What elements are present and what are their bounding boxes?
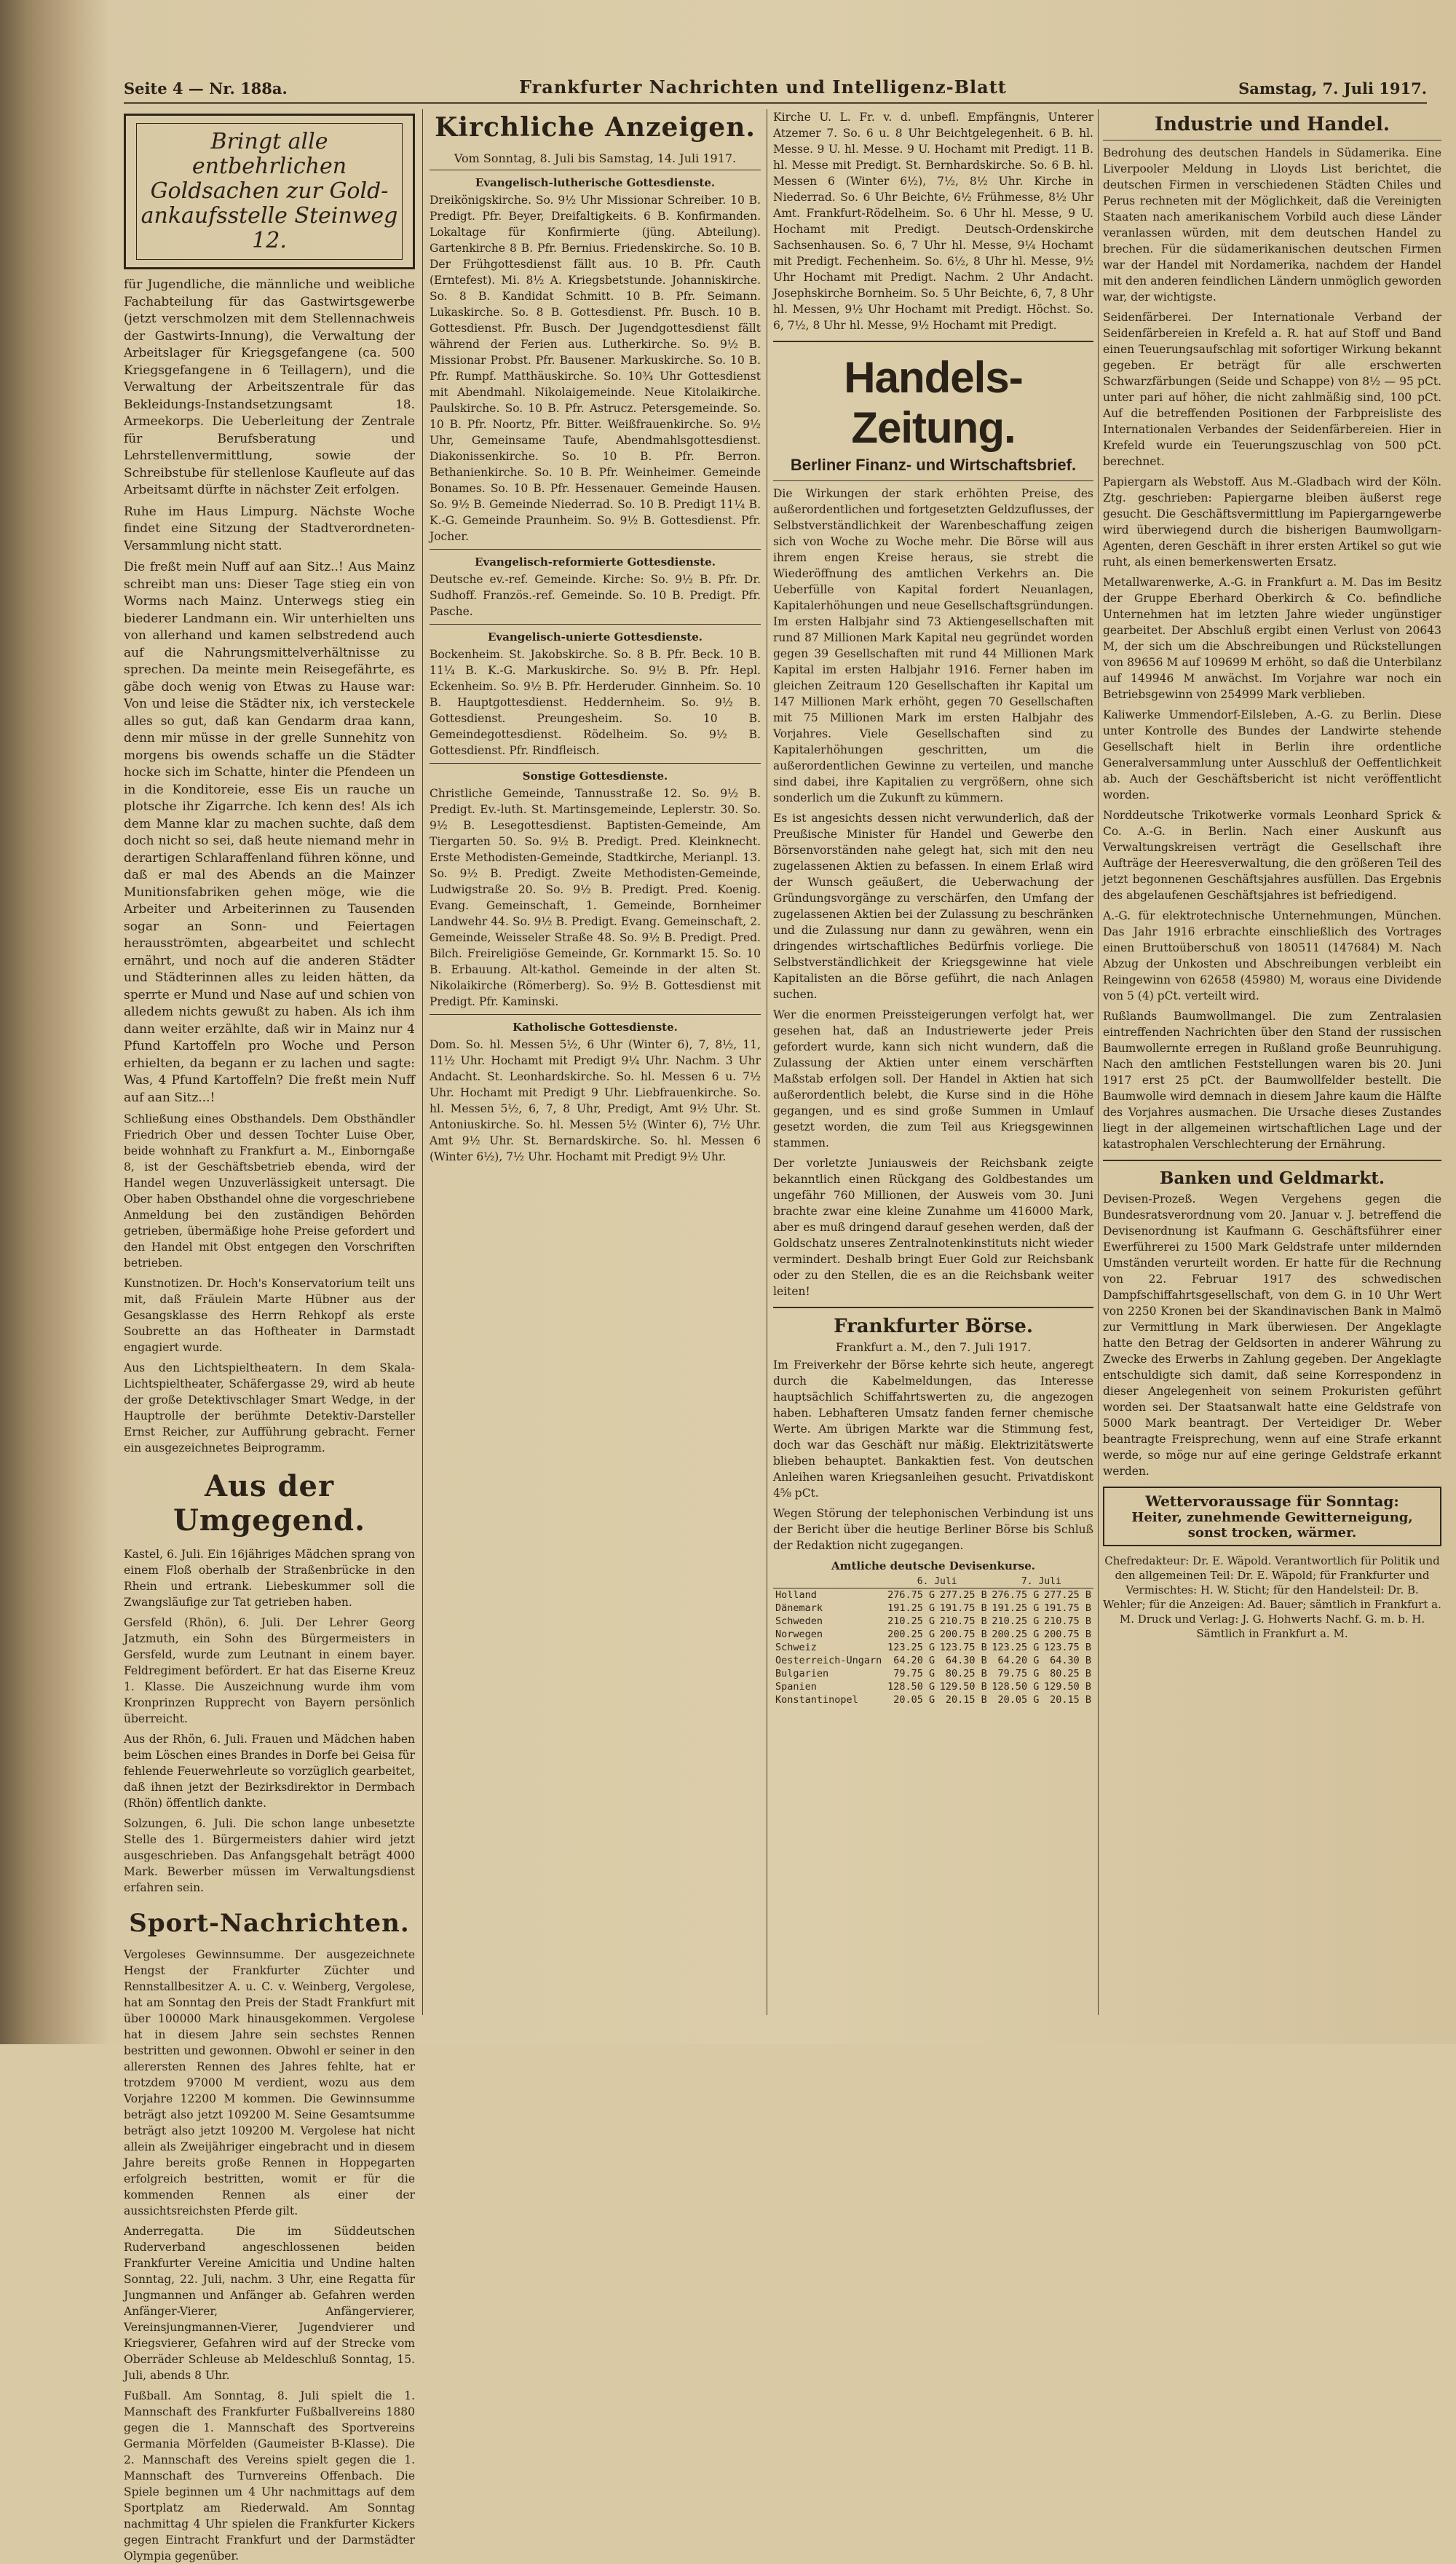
devisen-country: Schweiz	[775, 1642, 817, 1653]
divider	[1103, 140, 1441, 141]
article-devisenprozess: Devisen-Prozeß. Wegen Vergehens gegen die Bundesratsverordnung vom 20. Januar v. J. betreffend die Devisenordnung ist Kaufmann G. Geschäftsführer einer Ewerführerei zu 1500 Mark Geldstrafe unter mildernden Umständen verurteilt worden. Er hatte für die Rechnung von 22. Februar 1917 des schwedischen Dampfschiffahrtsgesellschaft, von dem G. in 10 Uhr Wert von 2250 Kronen bei der Skandinavischen Bank in Malmö zur Vermittlung in Mark überwiesen. Der Angeklagte hatte den Betrag der Geldsorten in anderer Währung zu Zwecke des Erwerbs in Zahlung gegeben. Der Angeklagte entschuldigte sich damit, daß seine Korrespondenz in dieser Angelegenheit von seinem Prokuristen geführt worden sei. Der Staatsanwalt hatte eine Geldstrafe von 5000 Mark beantragt. Der Verteidiger Dr. Weber beantragte Freisprechung, wenn auf eine Strafe erkannt werde, so möge nur auf eine geringe Geldstrafe erkannt werden.	[1103, 1192, 1441, 1478]
heading-devisenkurse: Amtliche deutsche Devisenkurse.	[831, 1559, 1036, 1572]
devisen-rate: 20.15 B	[1050, 1694, 1091, 1706]
devisen-body	[773, 1588, 1093, 1707]
weather-forecast: Heiter, zunehmende Gewitterneigung, sonst trocken, wärmer.	[1131, 1510, 1413, 1540]
article-metallwarenwerke: Metallwarenwerke, A.-G. in Frankfurt a. M. Das im Besitz der Gruppe Eberhard Oberkirch & Co. befindliche Unternehmen hat im letzten Jahre wieder ungünstiger gearbeitet. Der Abschluß ergibt einen Verlust von 20643 M, der sich um die Abschreibungen und Rückstellungen von 89656 M auf 109699 M erhöht, so daß die Unterbilanz auf 149946 M anwächst. Im Vorjahre war noch ein Betriebsgewinn von 254999 Mark verblieben.	[1103, 576, 1441, 701]
devisen-rate: 210.75 B	[939, 1615, 987, 1627]
section-reformiert: Evangelisch-reformierte Gottesdienste.	[475, 555, 716, 569]
devisen-rate: 191.75 B	[1043, 1602, 1091, 1614]
devisen-row	[773, 1588, 1093, 1602]
column-4	[1103, 109, 1441, 2030]
devisen-rate: 277.25 B	[939, 1589, 987, 1601]
devisen-rate: 276.75 G	[887, 1589, 935, 1601]
weather-box	[1103, 1487, 1441, 1546]
devisen-col-land	[773, 1575, 885, 1588]
devisen-row	[773, 1680, 1093, 1693]
section-sonstige: Sonstige Gottesdienste.	[522, 769, 668, 783]
heading-umgegend: Aus der Umgegend.	[173, 1469, 366, 1538]
section-katholisch: Katholische Gottesdienste.	[513, 1021, 678, 1034]
devisen-rate: 20.05 G	[893, 1694, 935, 1706]
devisen-col-date: 7. Juli	[989, 1575, 1093, 1588]
devisen-country: Dänemark	[775, 1602, 823, 1614]
devisen-country: Konstantinopel	[775, 1694, 858, 1706]
list-katholisch-continued: Kirche U. L. Fr. v. d. unbefl. Empfängnis, Unterer Atzemer 7. So. 6 u. 8 Uhr Beichtgelegenheit. 6 B. hl. Messe. 9 U. hl. Messe. 9 U. Hochamt mit Predigt. 11 B. hl. Messe mit Predigt. St. Bernhardskirche. So. 6 B. hl. Messen 6 (Winter 6½), 7½, 8½ Uhr. Kirche in Niederrad. So. 6 Uhr Beichte, 6½ Frühmesse, 8½ Uhr Amt. Frankfurt-Rödelheim. So. 6 Uhr hl. Messe, 9 U. Hochamt mit Predigt. Deutsch-Ordenskirche Sachsenhausen. So. 6, 7 Uhr hl. Messe, 9¼ Hochamt mit Predigt. Fechenheim. So. 6½, 8 Uhr hl. Messe, 9½ Uhr Hochamt mit Predigt. Nachm. 2 Uhr Andacht. Josephskirche Bornheim. So. 5 Uhr Beichte, 6, 7, 8 Uhr hl. Messen, 9½ Uhr Hochamt mit Predigt. Höchst. So. 6, 7½, 8 Uhr hl. Messe, 9½ Hochamt mit Predigt.	[773, 111, 1093, 332]
article-berliner-boerse: Wegen Störung der telephonischen Verbindung ist uns der Bericht über die heutige Berliner Börse bis Schluß der Redaktion nicht zugegangen.	[773, 1507, 1093, 1552]
devisen-rate: 128.50 G	[992, 1681, 1040, 1693]
heading-boerse: Frankfurter Börse.	[834, 1315, 1033, 1337]
article-baumwollmangel: Rußlands Baumwollmangel. Die zum Zentralasien eintreffenden Nachrichten über den Stand der russischen Baumwollernte erregen in Rußland große Beunruhigung. Nach den amtlichen Feststellungen waren bis 20. Juni 1917 erst 25 pCt. der Baumwollfelder bestellt. Die Baumwolle wird demnach in diesem Jahre kaum die Hälfte des Vorjahres ausmachen. Die Ursache dieses Zustandes liegt in der allgemeinen wirtschaftlichen Lage und der katastrophalen Verschlechterung der Ernährung.	[1103, 1010, 1441, 1151]
header-date: Samstag, 7. Juli 1917.	[1238, 79, 1427, 98]
devisen-rate: 191.25 G	[887, 1602, 935, 1614]
gold-advertisement	[124, 114, 415, 269]
column-1	[124, 109, 415, 2563]
devisen-rate: 191.75 B	[939, 1602, 987, 1614]
devisen-rate: 200.25 G	[992, 1629, 1040, 1640]
page-header	[124, 73, 1427, 104]
devisen-rate: 123.25 G	[992, 1642, 1040, 1653]
article-papiergarn: Papiergarn als Webstoff. Aus M.-Gladbach wird der Köln. Ztg. geschrieben: Papiergarne bleiben äußerst rege gesucht. Die Geschäftsvermittlung im Papiergarngewerbe wird überwiegend durch die bisherigen Baumwollgarn-Agenten, deren Geschäft in ihrer ersten Artikel so gut wie ruht, als einen bemerkenswerten Ersatz.	[1103, 475, 1441, 569]
divider	[1103, 1160, 1441, 1161]
devisen-table	[773, 1575, 1093, 1706]
devisen-rate: 123.75 B	[939, 1642, 987, 1653]
devisen-row	[773, 1654, 1093, 1667]
article-kaliwerke: Kaliwerke Ummendorf-Eilsleben, A.-G. zu Berlin. Diese unter Kontrolle des Bundes der Landwirte stehende Gesellschaft hielt in Berlin ihre ordentliche Generalversammlung unter Ausschluß der Oeffentlichkeit ab. Auch der Geschäftsbericht ist nicht veröffentlicht worden.	[1103, 708, 1441, 802]
devisen-rate: 80.25 B	[1050, 1668, 1091, 1679]
devisen-header-row	[773, 1575, 1093, 1588]
list-lutherisch: Dreikönigskirche. So. 9½ Uhr Missionar Schreiber. 10 B. Predigt. Pfr. Beyer, Dreifaltigkeits. 6 B. Konfirmanden. Lokaltage für Konfirmierte (jüng. Abteilung). Gartenkirche 8 B. Pfr. Bernius. Friedenskirche. So. 10 B. Der Frühgottesdienst fällt aus. 10 B. Pfr. Cauth (Erntefest). Mi. 8½ A. Kriegsbetstunde. Johanniskirche. So. 8 B. Kandidat Schmitt. 10 B. Pfr. Seimann. Lukaskirche. So. 8 B. Gottesdienst. Pfr. Busch. 10 B. Gottesdienst. Pfr. Busch. Der Jugendgottesdienst fällt während der Ferien aus. Lutherkirche. So. 9½ B. Missionar Probst. Pfr. Bausener. Markuskirche. So. 10 B. Pfr. Rumpf. Matthäuskirche. So. 10¾ Uhr Gottesdienst mit Abendmahl. Nikolaigemeinde. Neue Kitolaikirche. Paulskirche. So. 10 B. Pfr. Astrucz. Petersgemeinde. So. 10 B. Pfr. Noortz, Pfr. Bitter. Weißfrauenkirche. So. 9½ Uhr, Gemeinsame Taufe, Abendmahlsgottesdienst. Diakonissenkirche. So. 10 B. Pfr. Berron. Bethanienkirche. So. 10 B. Pfr. Weinheimer. Gemeinde Bonames. So. 10 B. Pfr. Hessenauer. Gemeinde Hausen. So. 9½ B. Gemeinde Niederrad. So. 10 B. Predigt 11¼ B. K.-G. Gemeinde Praunheim. So. 9½ B. Gottesdienst. Pfr. Jocher.	[430, 194, 761, 543]
section-uniert: Evangelisch-unierte Gottesdienste.	[488, 630, 703, 644]
devisen-rate: 20.15 B	[945, 1694, 987, 1706]
column-3	[773, 109, 1093, 2030]
article-lichtspiel: Aus den Lichtspieltheatern. In dem Skala-Lichtspieltheater, Schäfergasse 29, wird ab heute der große Detektivschlager Smart Wedge, in der Hauptrolle der berühmte Detektiv-Darsteller Ernst Reicher, zur Aufführung gebracht. Ferner ein ausgezeichnetes Beiprogramm.	[124, 1361, 415, 1455]
divider	[430, 549, 761, 550]
devisen-country: Schweden	[775, 1615, 823, 1627]
list-sonstige: Christliche Gemeinde, Tannusstraße 12. So. 9½ B. Predigt. Ev.-luth. St. Martinsgemeinde, Leplerstr. 30. So. 9½ B. Lesegottesdienst. Baptisten-Gemeinde, Am Tiergarten 50. So. 9½ B. Predigt. Pred. Kleinknecht. Erste Methodisten-Gemeinde, Stadtkirche, Merianpl. 13. So. 9½ B. Predigt. Zweite Methodisten-Gemeinde, Ludwigstraße 20. So. 9½ B. Predigt. Pred. Koenig. Evang. Gemeinschaft, 1. Gemeinde, Bornheimer Landwehr 44. So. 9½ B. Predigt. Evang. Gemeinschaft, 2. Gemeinde, Weisseler Straße 48. So. 9½ B. Predigt. Pred. Bilch. Freireligiöse Gemeinde, Gr. Kornmarkt 15. So. 10 B. Erbauung. Alt-kathol. Gemeinde in der alten St. Nikolaikirche (Römerberg). So. 9½ B. Gottesdienst mit Predigt. Pfr. Kaminski.	[430, 787, 761, 1008]
list-reformiert: Deutsche ev.-ref. Gemeinde. Kirche: So. 9½ B. Pfr. Dr. Sudhoff. Französ.-ref. Gemeinde. So. 10 B. Predigt. Pfr. Pasche.	[430, 573, 761, 618]
article-suedamerika: Bedrohung des deutschen Handels in Südamerika. Eine Liverpooler Meldung in Lloyds List berichtet, die deutschen Firmen in verschiedenen Städten Chiles und Perus rechneten mit der Möglichkeit, daß die Vereinigten Staaten nach amerikanischem Vorbild auch diese Länder veranlassen würden, mit dem deutschen Handel zu brechen. Für die südamerikanischen deutschen Firmen war der Handel mit Nordamerika, nachdem der Handel mit den anderen feindlichen Ländern unmöglich geworden war, der wichtigste.	[1103, 146, 1441, 304]
article-fussball: Fußball. Am Sonntag, 8. Juli spielt die 1. Mannschaft des Frankfurter Fußballvereins 1880 gegen die 1. Mannschaft des Sportvereins Germania Mörfelden (Gaumeister B-Klasse). Die 2. Mannschaft des Vereins spielt gegen die 1. Mannschaft des Turnvereins Offenbach. Die Spiele beginnen um 4 Uhr nachmittags auf dem Sportplatz am Riederwald. Am Sonntag nachmittag 4 Uhr spielen die Frankfurter Kickers gegen Eintracht Frankfurt und der Darmstädter Olympia gegenüber.	[124, 2389, 415, 2563]
header-masthead: Frankfurter Nachrichten und Intelligenz-Blatt	[519, 76, 1007, 98]
devisen-rate: 277.25 B	[1043, 1589, 1091, 1601]
article-kastel: Kastel, 6. Juli. Ein 16jähriges Mädchen sprang von einem Floß oberhalb der Straßenbrücke in den Rhein und ertrank. Liebeskummer soll die Zwangsläufige zur Tat getrieben haben.	[124, 1548, 415, 1609]
article-trikotwerke: Norddeutsche Trikotwerke vormals Leonhard Sprick & Co. A.-G. in Berlin. Nach einer Auskunft aus Verwaltungskreisen verträgt die Gesellschaft ihre Aufträge der Heeresverwaltung, die den größeren Teil des jetzt begonnenen Geschäftsjahres ausfüllen. Das Ergebnis des abgelaufenen Geschäftsjahres ist befriedigend.	[1103, 809, 1441, 902]
devisen-rate: 79.75 G	[997, 1668, 1040, 1679]
devisen-row	[773, 1641, 1093, 1654]
article-boerse: Im Freiverkehr der Börse kehrte sich heute, angeregt durch die Kabelmeldungen, das Interesse hauptsächlich Schiffahrtswerten zu, die angezogen haben. Lebhafteren Umsatz fanden ferner chemische Werte. Am übrigen Markte war die Stimmung fest, doch war das Geschäft nur mäßig. Elektrizitätswerte blieben behauptet. Bankaktien fest. Von deutschen Anleihen waren Kriegsanleihen gesucht. Privatdiskont 4⅝ pCt.	[773, 1358, 1093, 1500]
devisen-row	[773, 1628, 1093, 1641]
article-vergolese: Vergoleses Gewinnsumme. Der ausgezeichnete Hengst der Frankfurter Züchter und Rennstallbesitzer A. u. C. v. Weinberg, Vergolese, hat am Sonntag den Preis der Stadt Frankfurt mit über 100000 Mark hinausgekommen. Vergolese hat in diesem Jahre sein sechstes Rennen bestritten und gewonnen. Obwohl er seiner in den allerersten Rennen des Jahres fehlte, hat er trotzdem 97000 M verdient, wozu aus dem Vorjahre 12200 M kommen. Die Gewinnsumme beträgt also jetzt 109200 M. Seine Gesamtsumme beträgt also jetzt 109200 M. Vergolese hat nicht allein als Zweijähriger eingebracht und in diesem Jahre bereits große Rennen in Hoppegarten erfolgreich bestritten, womit er für die kommenden Rennen als einer der aussichtsreichsten Pferde gilt.	[124, 1948, 415, 2217]
impressum: Chefredakteur: Dr. E. Wäpold. Verantwortlich für Politik und den allgemeinen Teil: Dr. E. Wäpold; für Frankfurter und Vermischtes: H. W. Sticht; für den Handelsteil: Dr. B. Wehler; für die Anzeigen: Ad. Bauer; sämtlich in Frankfurt a. M. Druck und Verlag: J. G. Hohwerts Nachf. G. m. b. H. Sämtlich in Frankfurt a. M.	[1103, 1554, 1441, 1640]
article-gersfeld: Gersfeld (Rhön), 6. Juli. Der Lehrer Georg Jatzmuth, ein Sohn des Bürgermeisters in Gersfeld, wurde zum Leutnant in einem bayer. Feldregiment befördert. Er hat das Eiserne Kreuz 1. Klasse. Die Auszeichnung wurde ihm vom Kronprinzen Rupprecht von Bayern persönlich überreicht.	[124, 1616, 415, 1725]
article-ruderregatta: Anderregatta. Die im Süddeutschen Ruderverband angeschlossenen beiden Frankfurter Vereine Amicitia und Undine halten Sonntag, 22. Juli, nachm. 3 Uhr, eine Regatta für Jungmannen und Anfänger ab. Gefahren werden Anfänger-Vierer, Anfängervierer, Vereinsjungmannen-Vierer, Jugendvierer und Kriegsvierer, Gefahren wird auf der Strecke vom Oberräder Schleuse ab Meldeschluß Sonntag, 15. Juli, abends 8 Uhr.	[124, 2225, 415, 2382]
divider	[773, 341, 1093, 342]
devisen-rate: 200.75 B	[939, 1629, 987, 1640]
article-elektrotechnik: A.-G. für elektrotechnische Unternehmungen, München. Das Jahr 1916 erbrachte einschließlich des Vortrages einen Bruttoüberschuß von 180511 (147684) M. Nach Abzug der Unkosten und Abschreibungen verbleibt ein Reingewinn von 62658 (45980) M, woraus eine Dividende von 5 (4) pCt. verteilt wird.	[1103, 909, 1441, 1002]
devisen-rate: 210.25 G	[992, 1615, 1040, 1627]
devisen-row	[773, 1693, 1093, 1706]
devisen-country: Holland	[775, 1589, 817, 1601]
article-reichsbank: Der vorletzte Juniausweis der Reichsbank zeigte bekanntlich einen Rückgang des Goldbestandes um ungefähr 760 Millionen, der Ausweis vom 30. Juni brachte zwar eine kleine Zunahme um 416000 Mark, aber es muß dringend darauf gesehen werden, daß der Goldschatz unseres Zentralnotenkinstituts nicht wieder vermindert. Deshalb bringt Euer Gold zur Reichsbank oder zu den Stellen, die es an die Reichsbank weiter leiten!	[773, 1157, 1093, 1298]
column-2	[430, 109, 761, 2030]
article-arbeitsamt: für Jugendliche, die männliche und weibliche Fachabteilung für das Gastwirtsgewerbe (jetzt verschmolzen mit dem Stellennachweis der Gastwirts-Innung), die Verwaltung der Arbeitslager für Kriegsgefangene (ca. 500 Kriegsgefangene in 6 Teillagern), und die Verwaltung der Arbeitszentrale für das Bekleidungs-Instandsetzungsamt 18. Armeekorps. Die Ueberleitung der Zentrale für Berufsberatung und Lehrstellenvermittlung, sowie der Schreibstube für stellenlose Kaufleute auf das Arbeitsamt dürfte in nächster Zeit erfolgen.	[124, 277, 415, 497]
devisen-rate: 80.25 B	[945, 1668, 987, 1679]
devisen-country: Spanien	[775, 1681, 817, 1693]
article-nuff: Die freßt mein Nuff auf aan Sitz..! Aus Mainz schreibt man uns: Dieser Tage stieg ein von Worms nach Mainz. Unterwegs stieg ein biederer Landmann ein. Wir unterhielten uns von allerhand und kamen selbstredend auch auf die Nahrungsmittelverhältnisse zu sprechen. Da meinte mein Reisegefährte, es gäbe doch wenig von Etwas zu Hause war: Von und leise die Städter nix, ich versteckele alles so gut, daß kan Gendarm draa kann, denn mir müsse in der grelle Sunnehitz von morgens bis owends schaffe un die Städter hocke sich im Schatte, hinter die Pfendeen un in die Konditoreie, esse Eis un rauche un plotsche ihr Zigarrche. Ich kenn des! Als ich dem Manne klar zu machen suchte, daß dem doch nicht so sei, daß heute niemand mehr in derartigen Schlaraffenland führen könne, und daß er mal des Abends an die Mainzer Munitionsfabriken gehen möge, wie die Arbeiter und Arbeiterinnen zu Tausenden sogar an Sonn- und Feiertagen herausströmten, abgearbeitet und schlecht ernährt, und noch auf die anderen Städter und Städterinnen alles zu leiden hätten, da sperrte er Mund und Nase auf und schien von alledem nichts gewußt zu haben. Als ich ihm dann weiter erzählte, daß wir in Mainz nur 4 Pfund Kartoffeln pro Woche und Person erhielten, da begann er zu lachen und sagte: Was, 4 Pfund Kartoffeln? Die freßt mein Nuff auf aan Sitz...!	[124, 560, 415, 1105]
devisen-rate: 200.25 G	[887, 1629, 935, 1640]
article-finanzbrief-3: Wer die enormen Preissteigerungen verfolgt hat, wer gesehen hat, daß an Industriewerte jeder Preis gefordert wurde, kann sich nicht wundern, daß die Zulassung der Aktien unter einem verschärften Maßstab erfolgen soll. Der Handel in Aktien hat sich außerordentlich belebt, die Kurse sind in die Höhe gegangen, und es sind große Summen in Umlauf gesetzt worden, die zum Teil aus Kriegsgewinnen stammen.	[773, 1008, 1093, 1150]
devisen-rate: 64.30 B	[1050, 1655, 1091, 1666]
article-kunstnotizen: Kunstnotizen. Dr. Hoch's Konservatorium teilt uns mit, daß Fräulein Marte Hübner aus der Gesangsklasse des Herrn Rehkopf als erste Soubrette an das Hoftheater in Darmstadt engagiert wurde.	[124, 1277, 415, 1354]
divider	[430, 624, 761, 625]
subheading-finanzbrief: Berliner Finanz- und Wirtschaftsbrief.	[790, 456, 1077, 474]
devisen-rate: 123.75 B	[1043, 1642, 1091, 1653]
heading-kirchliche: Kirchliche Anzeigen.	[435, 112, 756, 143]
devisen-country: Bulgarien	[775, 1668, 829, 1679]
devisen-row	[773, 1615, 1093, 1628]
devisen-rate: 276.75 G	[992, 1589, 1040, 1601]
kirchliche-dates: Vom Sonntag, 8. Juli bis Samstag, 14. Juli 1917.	[454, 151, 737, 165]
heading-industrie: Industrie und Handel.	[1155, 114, 1390, 135]
list-katholisch: Dom. So. hl. Messen 5½, 6 Uhr (Winter 6), 7, 8½, 11, 11½ Uhr. Hochamt mit Predigt 9¼ Uhr. Nachm. 3 Uhr Andacht. St. Leonhardskirche. So. hl. Messen 6 u. 7½ Uhr. Hochamt mit Predigt 9 Uhr. Liebfrauenkirche. So. hl. Messen 5½, 6, 7, 8 Uhr, Predigt, Amt 9½ Uhr. St. Antoniuskirche. So. hl. Messen 5½ (Winter 6), 7½ Uhr. Amt 9½ Uhr. St. Bernardskirche. So. hl. Messen 6 (Winter 6½), 7½ Uhr. Hochamt mit Predigt 9½ Uhr.	[430, 1038, 761, 1163]
section-lutherisch: Evangelisch-lutherische Gottesdienste.	[475, 176, 716, 189]
heading-banken: Banken und Geldmarkt.	[1160, 1168, 1385, 1188]
devisen-rate: 123.25 G	[887, 1642, 935, 1653]
devisen-rate: 128.50 G	[887, 1681, 935, 1693]
devisen-rate: 129.50 B	[939, 1681, 987, 1693]
gold-advertisement-text: Bringt alle entbehrlichen Goldsachen zur Gold-ankaufsstelle Steinweg 12.	[136, 123, 403, 260]
divider	[773, 480, 1093, 481]
devisen-rate: 200.75 B	[1043, 1629, 1091, 1640]
devisen-country: Oesterreich-Ungarn	[775, 1655, 882, 1666]
column-rule	[1098, 109, 1099, 2015]
article-finanzbrief-1: Die Wirkungen der stark erhöhten Preise, des außerordentlichen und fortgesetzten Geldzuflusses, der Selbstverständlichkeit der Warenbeschaffung zeigen sich von Woche zu Woche mehr. Die Börse will aus ihrem engen Kreise heraus, sie strebt die Wiederöffnung des amtlichen Verkehrs an. Die Ueberfülle von Kapital fordert Neuanlagen, Kapitalerhöhungen und neue Gesellschaftsgründungen. Im ersten Halbjahr sind 73 Aktiengesellschaften mit rund 87 Millionen Mark Kapital neu gegründet worden gegen 39 Gesellschaften mit rund 44 Millionen Mark Kapital im ersten Halbjahr 1916. Ferner haben im gleichen Zeitraum 120 Gesellschaften ihr Kapital um 147 Millionen Mark erhöht, gegen 70 Gesellschaften mit 75 Millionen Mark im ersten Halbjahr des Vorjahres. Viele Gesellschaften sind zu Kapitalerhöhungen geschritten, um die außerordentlichen Gewinne zu verteilen, und manche sind dabei, ihre Kapitalien zu vergrößern, ohne sich sonderlich um die Zukunft zu kümmern.	[773, 487, 1093, 804]
article-limpurg: Ruhe im Haus Limpurg. Nächste Woche findet eine Sitzung der Stadtverordneten-Versammlung nicht statt.	[124, 504, 415, 553]
heading-handels-zeitung: Handels-Zeitung.	[844, 353, 1023, 452]
devisen-rate: 210.75 B	[1043, 1615, 1091, 1627]
header-page-number: Seite 4 — Nr. 188a.	[124, 79, 288, 98]
devisen-rate: 191.25 G	[992, 1602, 1040, 1614]
devisen-col-date: 6. Juli	[885, 1575, 989, 1588]
devisen-row	[773, 1602, 1093, 1615]
article-solzungen: Solzungen, 6. Juli. Die schon lange unbesetzte Stelle des 1. Bürgermeisters dahier wird jetzt ausgeschrieben. Das Anfangsgehalt beträgt 4000 Mark. Bewerber müssen im Verwaltungsdienst erfahren sein.	[124, 1817, 415, 1894]
devisen-row	[773, 1667, 1093, 1680]
boerse-dateline: Frankfurt a. M., den 7. Juli 1917.	[835, 1340, 1032, 1354]
devisen-rate: 210.25 G	[887, 1615, 935, 1627]
devisen-rate: 79.75 G	[893, 1668, 935, 1679]
weather-title: Wettervoraussage für Sonntag:	[1145, 1492, 1399, 1510]
article-finanzbrief-2: Es ist angesichts dessen nicht verwunderlich, daß der Preußische Minister für Handel und Gewerbe den Börsenvorständen nahe gelegt hat, sich mit den neu zugelassenen Aktien zu befassen. In einem Erlaß wird der Wunsch geäußert, die Ueberwachung der Gründungsvorgänge zu verschärfen, den Umfang der zugelassenen Aktien bei der Zulassung zu beschränken und die Zulassung nur dann zu gewähren, wenn ein dringendes wirtschaftliches Bedürfnis vorliege. Die Selbstverständlichkeit der Kriegsgewinne hat viele Kapitalisten an die Börse geführt, die nach Anlagen suchen.	[773, 812, 1093, 1001]
devisen-rate: 129.50 B	[1043, 1681, 1091, 1693]
article-obsthandel: Schließung eines Obsthandels. Dem Obsthändler Friedrich Ober und dessen Tochter Luise Ober, beide wohnhaft zu Frankfurt a. M., Einborngaße 8, ist der Geschäftsbetrieb ebenda, wird der Handel wegen Unzuverlässigkeit untersagt. Die Ober haben Obsthandel ohne die vorgeschriebene Anmeldung bei den zuständigen Behörden getrieben, übermäßige hohe Preise gefordert und den Handel mit Obst entgegen den Vorschriften betrieben.	[124, 1112, 415, 1270]
devisen-rate: 64.30 B	[945, 1655, 987, 1666]
heading-sport: Sport-Nachrichten.	[129, 1909, 410, 1938]
article-seidenfaerberei: Seidenfärberei. Der Internationale Verband der Seidenfärbereien in Krefeld a. R. hat auf Stoff und Band einen Teuerungsaufschlag mit sofortiger Wirkung bekannt gegeben. Er beträgt für alle erschwerten Schwarzfärbungen (Seide und Schappe) von 8½ — 95 pCt. unter pari auf höher, die nicht zahlmäßig sind, 100 pCt. Auf die betreffenden Positionen der Farbpreisliste des Internationalen Verbandes der Seidenfärbereien. Hier in Krefeld wurde ein Teuerungszuschlag von 500 pCt. berechnet.	[1103, 311, 1441, 468]
devisen-rate: 64.20 G	[893, 1655, 935, 1666]
column-rule	[422, 109, 423, 2015]
list-uniert: Bockenheim. St. Jakobskirche. So. 8 B. Pfr. Beck. 10 B. 11¼ B. K.-G. Markuskirche. So. 9½ B. Pfr. Hepl. Eckenheim. So. 9½ B. Pfr. Herderuder. Ginnheim. So. 10 B. Hauptgottesdienst. Heddernheim. So. 9½ B. Gottesdienst. Preungesheim. So. 10 B. Gemeindegottesdienst. Rödelheim. So. 9½ B. Gottesdienst. Pfr. Rindfleisch.	[430, 648, 761, 757]
devisen-country: Norwegen	[775, 1629, 823, 1640]
book-spine	[0, 0, 109, 2044]
divider	[773, 1307, 1093, 1308]
devisen-rate: 64.20 G	[997, 1655, 1040, 1666]
divider	[430, 1014, 761, 1015]
devisen-rate: 20.05 G	[997, 1694, 1040, 1706]
article-rhoen: Aus der Rhön, 6. Juli. Frauen und Mädchen haben beim Löschen eines Brandes in Dorfe bei Geisa für fehlende Feuerwehrleute so vorzüglich gearbeitet, daß ihnen jetzt der Bezirksdirektor in Dermbach (Rhön) öffentlich dankte.	[124, 1733, 415, 1810]
divider	[430, 763, 761, 764]
